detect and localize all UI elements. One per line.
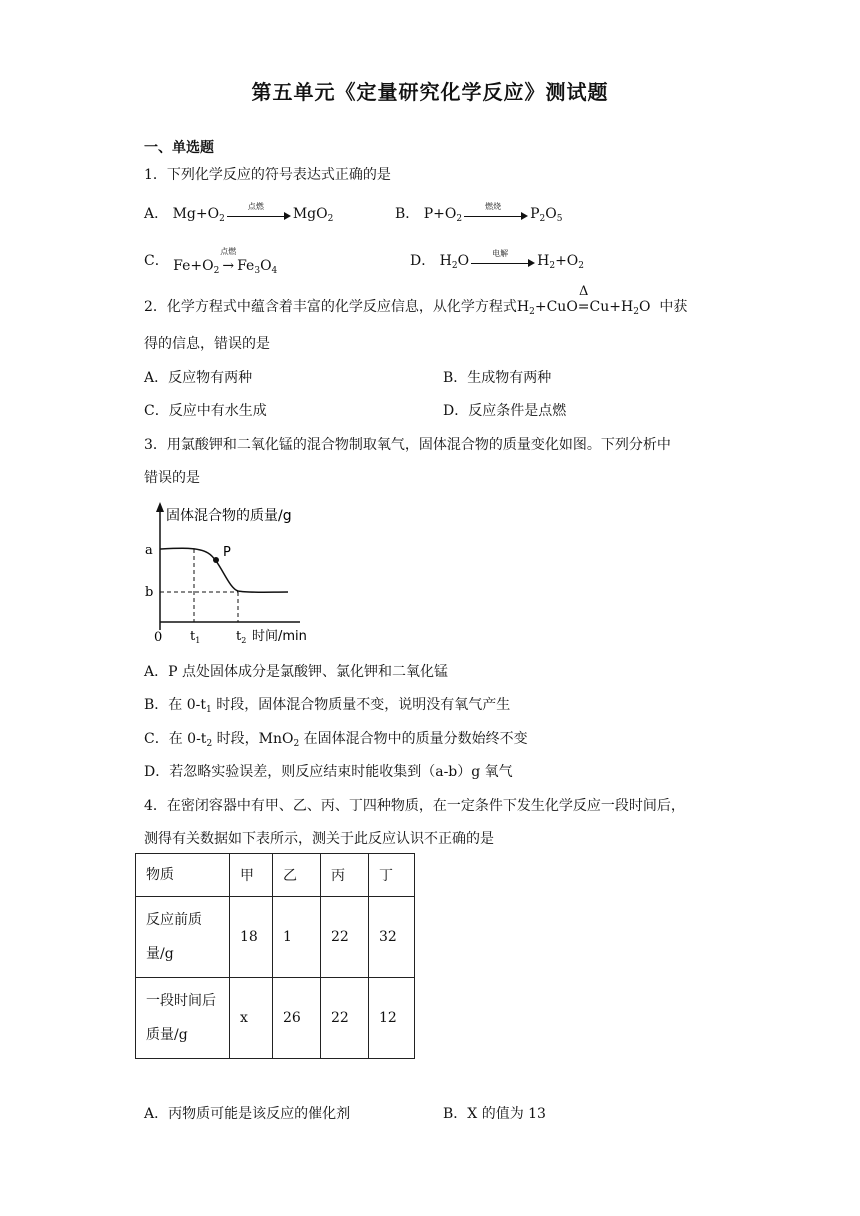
option-label: B．: [395, 206, 420, 222]
q3-stem-line2: 错误的是: [144, 470, 200, 486]
q2-stem: 2．化学方程式中蕴含着丰富的化学反应信息，从化学方程式$H_2+CuO$ Δ $=Cu+H_2O$ 中获: [144, 284, 688, 317]
origin-label: 0: [154, 630, 163, 645]
table-row: [136, 978, 415, 1059]
q4-stem-line2: 测得有关数据如下表所示，测关于此反应认识不正确的是: [144, 831, 494, 847]
table-cell: 乙: [273, 854, 321, 897]
q4-option-b: B．X 的值为 13: [443, 1106, 546, 1122]
section-heading: 一、单选题: [144, 140, 214, 156]
data-table: [135, 853, 415, 1059]
y-axis-arrow: [156, 502, 164, 512]
q2-stem-line2: 得的信息，错误的是: [144, 336, 270, 352]
t1-label: $t_1$: [190, 629, 201, 645]
table-cell: 1: [273, 897, 321, 978]
table-cell: 18: [230, 897, 273, 978]
point-p-label: P: [223, 545, 231, 560]
table-row: [136, 897, 415, 978]
table-cell: 22: [321, 897, 369, 978]
table-cell: 反应前质量/g: [136, 897, 230, 978]
table-cell: 32: [369, 897, 415, 978]
reaction-arrow: 电解: [471, 254, 535, 268]
x-axis-label: 时间/min: [252, 629, 307, 644]
q3-option-c: C．在 $0-t_2$ 时段，MnO$_2$ 在固体混合物中的质量分数始终不变: [144, 731, 528, 749]
q1-stem: 1．下列化学反应的符号表达式正确的是: [144, 167, 391, 183]
q3-option-a: A．P 点处固体成分是氯酸钾、氯化钾和二氧化锰: [144, 664, 448, 680]
page-title: 第五单元《定量研究化学反应》测试题: [251, 80, 609, 104]
table-cell: 26: [273, 978, 321, 1059]
table-cell: 一段时间后质量/g: [136, 978, 230, 1059]
q4-option-a: A．丙物质可能是该反应的催化剂: [144, 1106, 351, 1122]
t2-label: $t_2$: [236, 629, 247, 645]
reaction-arrow: 点燃 →: [220, 247, 237, 274]
option-label: D．: [410, 253, 436, 269]
table-cell: 22: [321, 978, 369, 1059]
table-cell: 丙: [321, 854, 369, 897]
q3-option-b: B．在 $0-t_1$ 时段，固体混合物质量不变，说明没有氧气产生: [144, 697, 511, 715]
reaction-arrow: 燃烧: [464, 207, 528, 221]
table-cell: 丁: [369, 854, 415, 897]
a-label: a: [145, 543, 153, 558]
q4-stem: 4．在密闭容器中有甲、乙、丙、丁四种物质，在一定条件下发生化学反应一段时间后，: [144, 798, 685, 814]
table-header-row: [136, 854, 415, 897]
point-p: [213, 557, 219, 563]
q3-option-d: D．若忽略实验误差，则反应结束时能收集到（a-b）g 氧气: [144, 764, 513, 780]
q1-option-c: C． $Fe+O_2$ 点燃 → $Fe_3O_4$: [144, 247, 278, 276]
q1-option-d: D． $H_2O$ 电解 $H_2+O_2$: [410, 249, 585, 271]
y-axis-label: 固体混合物的质量/g: [166, 508, 292, 524]
table-cell: 甲: [230, 854, 273, 897]
mass-time-graph: [140, 498, 330, 646]
equation: $H_2+CuO$ Δ $=Cu+H_2O$: [516, 284, 651, 317]
table-cell: x: [230, 978, 273, 1059]
b-label: b: [145, 585, 154, 600]
q2-option-c: C．反应中有水生成: [144, 403, 267, 419]
q2-option-a: A．反应物有两种: [144, 370, 253, 386]
q1-option-a: A． $Mg+O_2$ 点燃 MgO$_2$: [144, 202, 334, 224]
q3-stem: 3．用氯酸钾和二氧化锰的混合物制取氧气，固体混合物的质量变化如图。下列分析中: [144, 437, 671, 453]
table-cell: 12: [369, 978, 415, 1059]
reaction-arrow: 点燃: [227, 207, 291, 221]
q2-option-b: B．生成物有两种: [443, 370, 552, 386]
table-cell: 物质: [136, 854, 230, 897]
option-label: C．: [144, 253, 169, 269]
q2-option-d: D．反应条件是点燃: [443, 403, 567, 419]
option-label: A．: [144, 206, 169, 222]
q1-option-b: B． $P+O_2$ 燃烧 $P_2O_5$: [395, 202, 563, 224]
